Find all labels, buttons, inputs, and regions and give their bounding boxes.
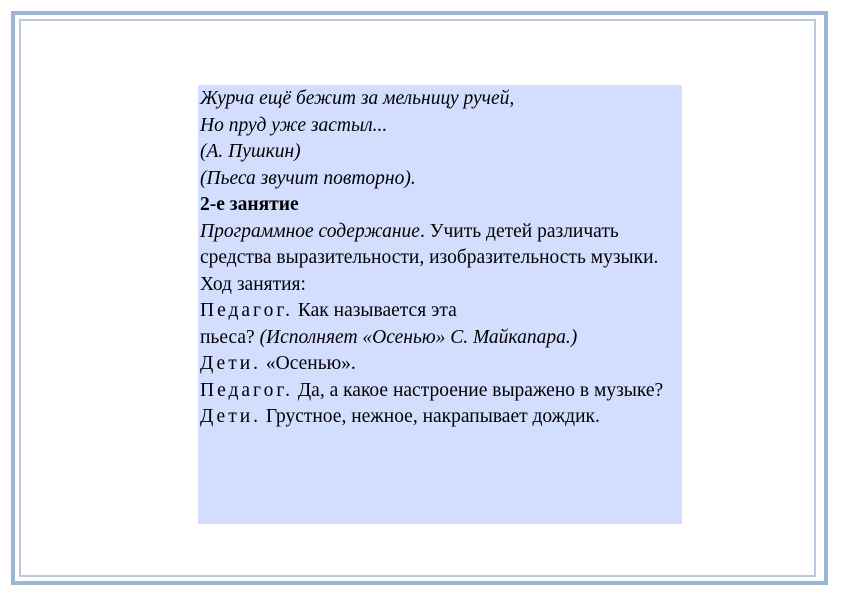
poem-quote — [200, 86, 682, 192]
program-content — [200, 219, 682, 272]
dialogue-text: Грустное, нежное, накрапывает дождик. — [261, 406, 600, 427]
poem-author: (А. Пушкин) — [200, 141, 301, 162]
poem-line: Но пруд уже застыл... — [200, 114, 388, 136]
lesson-heading: 2-е занятие — [200, 194, 299, 215]
dialogue-text: Да, а какое настроение выражено в музыке? — [293, 379, 664, 401]
dialogue-line — [200, 298, 682, 351]
speaker: Педагог. — [200, 379, 293, 401]
poem-note: (Пьеса звучит повторно). — [200, 167, 416, 189]
dialogue-line — [200, 404, 682, 431]
speaker: Дети. — [200, 406, 262, 427]
program-label: Программное содержание — [200, 220, 420, 242]
program-text: . Учить детей различать средства выразительности, изобразительность музыки. — [200, 220, 659, 268]
text-block — [198, 85, 682, 524]
dialogue-text: Как называется эта — [293, 300, 457, 321]
poem-line: Журча ещё бежит за мельницу ручей, — [200, 88, 515, 109]
dialogue-text: «Осенью». — [261, 353, 356, 374]
dialogue-text: пьеса? — [200, 326, 260, 348]
speaker: Дети. — [200, 353, 262, 374]
dialogue-line — [200, 378, 682, 405]
speaker: Педагог. — [200, 300, 293, 321]
lesson-course: Ход занятия: — [200, 273, 306, 295]
stage-direction: (Исполняет «Осенью» С. Майкапара.) — [259, 326, 578, 348]
dialogue-line — [200, 351, 682, 378]
